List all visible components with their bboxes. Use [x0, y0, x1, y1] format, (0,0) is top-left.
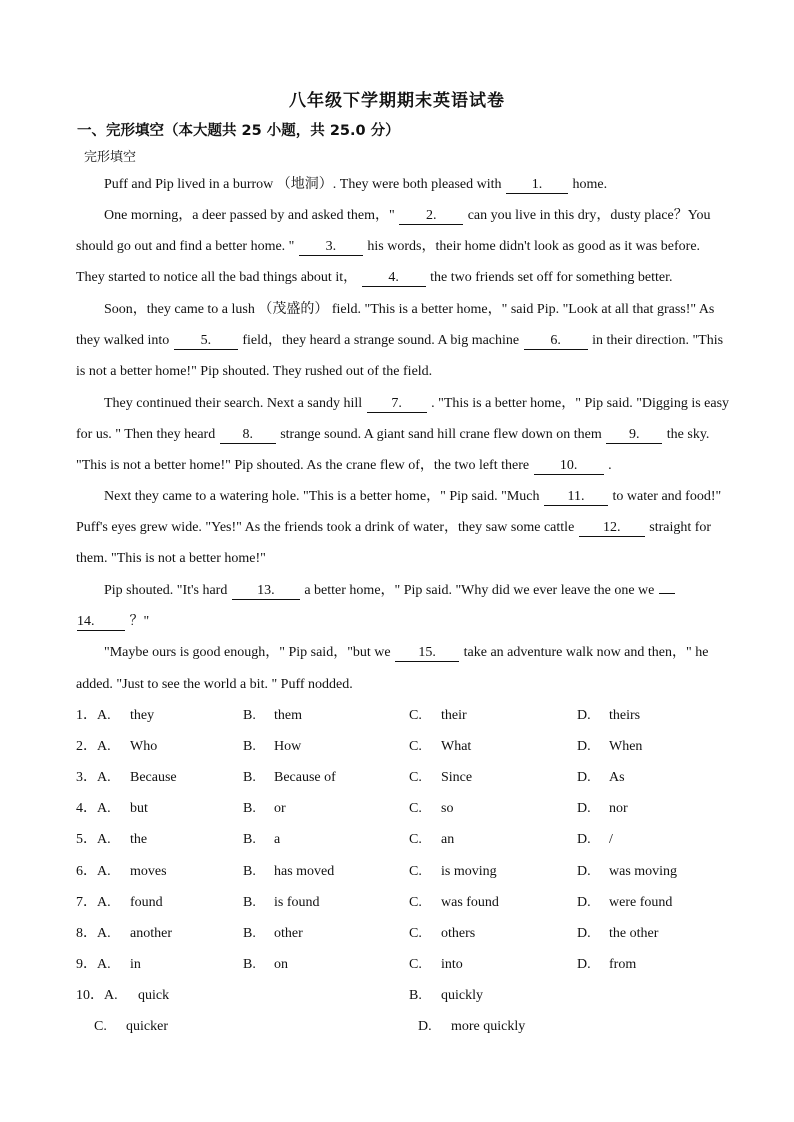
question-row [76, 768, 756, 788]
option-c: Since [441, 770, 473, 785]
option-b-label: B. [243, 895, 256, 910]
question-row-10-top [76, 986, 756, 1006]
question-row-10-bottom [76, 1017, 756, 1037]
option-c-label: C. [409, 770, 422, 785]
question-row [76, 893, 756, 913]
option-d-label: D. [577, 864, 591, 879]
option-a: in [130, 957, 141, 972]
option-b-label: B. [243, 770, 256, 785]
section-sublabel: 完形填空 [84, 150, 137, 165]
question-number: 6．A. [76, 864, 111, 879]
blank-8: 8. [220, 426, 276, 444]
passage-text: take an adventure walk now and then，" he [463, 645, 709, 660]
option-c: is moving [441, 864, 497, 879]
passage-text: his words，their home didn't look as good as it was before. [367, 239, 701, 254]
option-d-label: D. [577, 957, 591, 972]
question-row [76, 737, 756, 757]
option-c: was found [441, 895, 499, 910]
option-a: the [130, 832, 148, 847]
passage-line [76, 612, 756, 632]
question-row [76, 862, 756, 882]
passage-text: ？" [129, 614, 150, 629]
passage-text: field，they heard a strange sound. A big machine [242, 333, 520, 348]
blank-5: 5. [174, 332, 238, 350]
option-b: or [274, 801, 286, 816]
option-c: their [441, 708, 467, 723]
option-b-label: B. [243, 864, 256, 879]
passage-text: "Maybe ours is good enough，" Pip said，"but we [104, 645, 391, 660]
question-number: 5．A. [76, 832, 111, 847]
option-d: were found [609, 895, 673, 910]
option-c-label: C. [409, 895, 422, 910]
passage-text: they walked into [76, 333, 170, 348]
option-d: nor [609, 801, 628, 816]
option-c-label: C. [94, 1019, 107, 1034]
option-c: quicker [126, 1019, 168, 1034]
blank-10: 10. [534, 457, 604, 475]
passage-line [76, 675, 756, 695]
option-c-label: C. [409, 708, 422, 723]
option-b-label: B. [243, 926, 256, 941]
option-c-label: C. [409, 926, 422, 941]
option-b: a [274, 832, 281, 847]
option-d-label: D. [577, 832, 591, 847]
option-b-label: B. [243, 832, 256, 847]
passage-line [76, 456, 756, 476]
passage-line [76, 237, 756, 257]
passage-line [104, 206, 756, 226]
passage-line [76, 518, 756, 538]
question-number: 2．A. [76, 739, 111, 754]
option-c: so [441, 801, 454, 816]
question-number: 8．A. [76, 926, 111, 941]
passage-text: Soon，they came to a lush （茂盛的） field. "This is a better home，" said Pip. "Look at all that grass!" As [104, 302, 715, 317]
blank-11: 11. [544, 488, 608, 506]
passage-line [76, 549, 756, 569]
passage-line [104, 175, 756, 195]
question-number: 10．A. [76, 988, 118, 1003]
option-b: How [274, 739, 302, 754]
option-b-label: B. [243, 739, 256, 754]
option-c: others [441, 926, 476, 941]
option-b: quickly [441, 988, 483, 1003]
passage-text: can you live in this dry，dusty place？You [467, 208, 711, 223]
passage-text: Pip shouted. "It's hard [104, 583, 228, 598]
passage-text: is not a better home!" Pip shouted. They rushed out of the field. [76, 364, 433, 379]
passage-text: should go out and find a better home. " [76, 239, 295, 254]
question-row [76, 924, 756, 944]
blank-13: 13. [232, 582, 300, 600]
passage-text: "This is not a better home!" Pip shouted. As the crane flew of，the two left there [76, 458, 530, 473]
question-number: 9．A. [76, 957, 111, 972]
blank-14: 14. [77, 613, 125, 631]
passage-line [104, 394, 756, 414]
option-c-label: C. [409, 957, 422, 972]
passage-line [76, 425, 756, 445]
page-title: 八年级下学期期末英语试卷 [289, 91, 505, 111]
option-a: found [130, 895, 163, 910]
option-d: the other [609, 926, 659, 941]
option-d: / [609, 832, 613, 847]
passage-text: straight for [649, 520, 712, 535]
option-d-label: D. [577, 708, 591, 723]
option-a: Because [130, 770, 177, 785]
question-number: 4．A. [76, 801, 111, 816]
option-b: on [274, 957, 288, 972]
option-a: but [130, 801, 148, 816]
passage-text: . [608, 458, 612, 473]
blank-4: 4. [362, 269, 426, 287]
section-heading: 一、完形填空（本大题共 25 小题，共 25.0 分） [77, 123, 400, 139]
passage-text: strange sound. A giant sand hill crane flew down on them [280, 427, 602, 442]
blank-9: 9. [606, 426, 662, 444]
option-a: another [130, 926, 172, 941]
option-a: Who [130, 739, 158, 754]
blank-2: 2. [399, 207, 463, 225]
option-c-label: C. [409, 801, 422, 816]
option-b-label: B. [243, 801, 256, 816]
option-d-label: D. [418, 1019, 432, 1034]
passage-text: Puff's eyes grew wide. "Yes!" As the friends took a drink of water，they saw some cattle [76, 520, 575, 535]
passage-text: to water and food!" [612, 489, 722, 504]
option-b: them [274, 708, 302, 723]
option-b: is found [274, 895, 320, 910]
option-a: moves [130, 864, 167, 879]
option-b: has moved [274, 864, 335, 879]
passage-text: the sky. [666, 427, 710, 442]
passage-text: home. [572, 177, 608, 192]
passage-line [104, 487, 756, 507]
blank-3: 3. [299, 238, 363, 256]
question-row [76, 706, 756, 726]
passage-line [76, 268, 756, 288]
option-d-label: D. [577, 739, 591, 754]
option-b: Because of [274, 770, 336, 785]
passage-line [76, 331, 756, 351]
option-c: into [441, 957, 463, 972]
option-d-label: D. [577, 895, 591, 910]
blank-1: 1. [506, 176, 568, 194]
question-number: 3．A. [76, 770, 111, 785]
option-d-label: D. [577, 926, 591, 941]
option-c: an [441, 832, 455, 847]
blank-6: 6. [524, 332, 588, 350]
passage-text: them. "This is not a better home!" [76, 551, 266, 566]
option-c-label: C. [409, 864, 422, 879]
option-a: they [130, 708, 155, 723]
passage-text: added. "Just to see the world a bit. " Puff nodded. [76, 677, 353, 692]
question-row [76, 955, 756, 975]
option-b: other [274, 926, 303, 941]
option-d: more quickly [451, 1019, 526, 1034]
option-a: quick [138, 988, 170, 1003]
option-d: from [609, 957, 637, 972]
option-d: theirs [609, 708, 641, 723]
passage-text: for us. " Then they heard [76, 427, 216, 442]
blank-15: 15. [395, 644, 459, 662]
passage-line [104, 581, 756, 601]
question-row [76, 830, 756, 850]
blank-12: 12. [579, 519, 645, 537]
option-d: was moving [609, 864, 678, 879]
option-d-label: D. [577, 801, 591, 816]
blank-7: 7. [367, 395, 427, 413]
option-d: As [609, 770, 625, 785]
passage-text: the two friends set off for something better. [430, 270, 673, 285]
option-c-label: C. [409, 832, 422, 847]
option-c-label: C. [409, 739, 422, 754]
question-number: 7．A. [76, 895, 111, 910]
passage-text: One morning，a deer passed by and asked them，" [104, 208, 395, 223]
passage-line [104, 643, 756, 663]
passage-text: a better home，" Pip said. "Why did we ever leave the one we [304, 583, 655, 598]
question-row [76, 799, 756, 819]
passage-text: Next they came to a watering hole. "This is a better home，" Pip said. "Much [104, 489, 540, 504]
passage-text: They started to notice all the bad things about it， [76, 270, 358, 285]
option-b-label: B. [243, 708, 256, 723]
question-number: 1．A. [76, 708, 111, 723]
passage-text: in their direction. "This [592, 333, 724, 348]
option-c: What [441, 739, 472, 754]
passage-text: They continued their search. Next a sandy hill [104, 396, 363, 411]
passage-line [76, 362, 756, 382]
passage-text: Puff and Pip lived in a burrow （地洞）. They were both pleased with [104, 177, 502, 192]
option-d: When [609, 739, 643, 754]
option-b-label: B. [409, 988, 422, 1003]
passage-text: . "This is a better home，" Pip said. "Digging is easy [431, 396, 730, 411]
blank-14-start [659, 593, 675, 594]
option-b-label: B. [243, 957, 256, 972]
passage-line [104, 300, 756, 320]
option-d-label: D. [577, 770, 591, 785]
